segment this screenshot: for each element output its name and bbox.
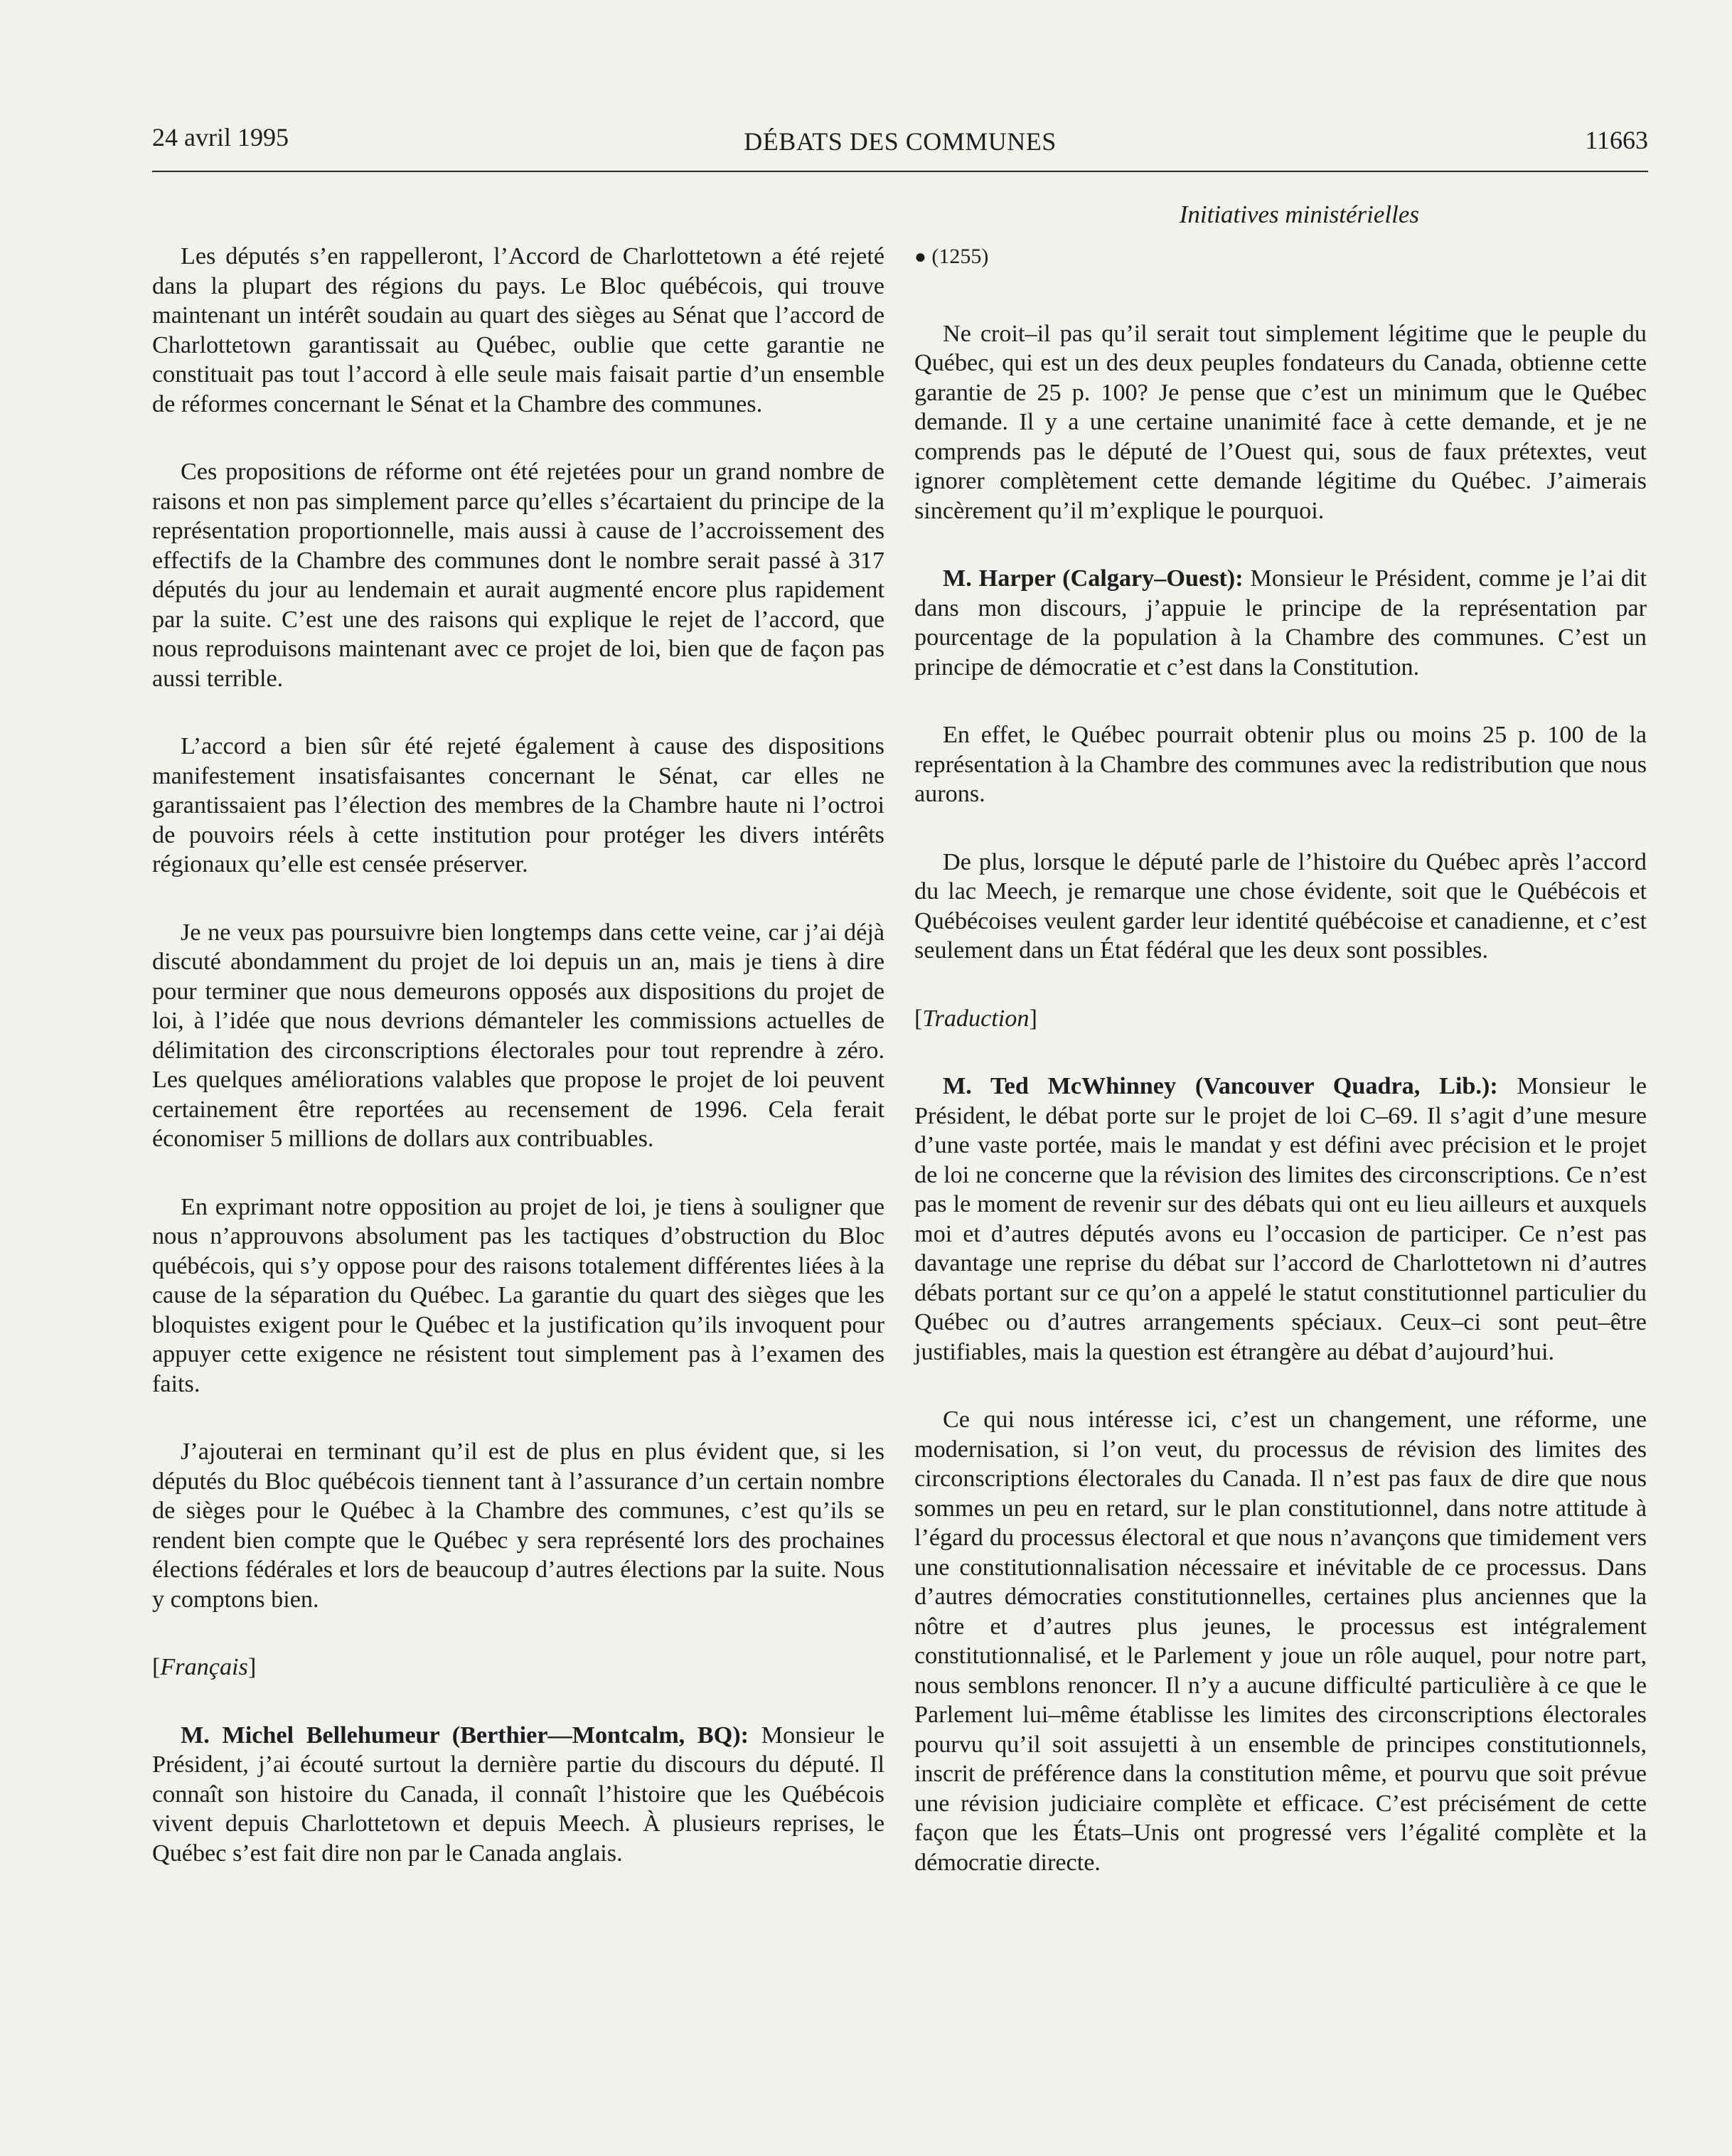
language-tag-text: Français: [160, 1654, 248, 1680]
bullet-icon: ●: [914, 246, 926, 268]
paragraph: En effet, le Québec pourrait obtenir plus ou moins 25 p. 100 de la représentation à la Chambre des communes avec la redistribution que nous aurons.: [914, 722, 1647, 807]
paragraph: Ces propositions de réforme ont été rejetées pour un grand nombre de raisons et non pas simplement parce qu’elles s’écartaient du principe de la représentation proportionnelle, mais aussi à cause de l’accroissement des effectifs de la Chambre des communes dont le nombre serait passé à 317 députés du jour au lendemain et aurait augmenté encore plus rapidement par la suite. C’est une des raisons qui explique le rejet de l’accord, que nous reproduisons maintenant avec ce projet de loi, bien que de façon pas aussi terrible.: [152, 459, 884, 692]
paragraph: De plus, lorsque le député parle de l’histoire du Québec après l’accord du lac Meech, je remarque une chose évidente, soit que le Québécois et Québécoises veulent garder leur identité québécoise et canadienne, et c’est seulement dans un État fédéral que les deux sont possibles.: [914, 848, 1647, 964]
language-tag: [Français]: [152, 1654, 257, 1680]
speech-paragraph: [914, 564, 1647, 682]
page-header: [152, 119, 1648, 165]
paragraph: L’accord a bien sûr été rejeté également à cause des dispositions manifestement insatisfaisantes concernant le Sénat, car elles ne garantissaient pas l’élection des membres de la Chambre haute ni l’octroi de pouvoirs réels à cette institution pour protéger les divers intérêts régionaux qu’elle est censée préserver.: [152, 733, 884, 877]
speech-paragraph: [914, 1072, 1647, 1367]
paragraph: Je ne veux pas poursuivre bien longtemps dans cette veine, car j’ai déjà discuté abondamment du projet de loi depuis un an, mais je tiens à dire pour terminer que nous demeurons opposés aux dispositions du projet de loi, à l’idée que nous devrions démanteler les commissions actuelles de délimitation des circonscriptions électorales pour tout reprendre à zéro. Les quelques améliorations valables que propose le projet de loi peuvent certainement être reportées au recensement de 1996. Cela ferait économiser 5 millions de dollars aux contribuables.: [152, 919, 884, 1152]
language-tag: [Traduction]: [914, 1005, 1037, 1032]
header-title: DÉBATS DES COMMUNES: [744, 127, 1057, 156]
header-rule: [152, 171, 1648, 172]
paragraph: En exprimant notre opposition au projet de loi, je tiens à souligner que nous n’approuvons absolument pas les tactiques d’obstruction du Bloc québécois, qui s’y oppose pour des raisons totalement différentes liées à la cause de la séparation du Québec. La garantie du quart des sièges que les bloquistes exigent pour le Québec et la justification qu’ils invoquent pour appuyer cette exigence ne résistent tout simplement pas à l’examen des faits.: [152, 1193, 884, 1397]
header-page-number: 11663: [1585, 126, 1648, 154]
right-column: [914, 242, 1647, 1916]
paragraph: Ce qui nous intéresse ici, c’est un changement, une réforme, une modernisation, si l’on veut, du processus de révision des limites des circonscriptions électorales du Canada. Il n’est pas faux de dire que nous sommes un peu en retard, sur le plan constitutionnel, dans notre attitude à l’égard du processus électoral et que nous n’avançons que timidement vers une constitutionnalisation nécessaire et inévitable de ce processus. Dans d’autres démocraties constitutionnelles, certaines plus anciennes que la nôtre et d’autres plus jeunes, le processus est intégralement constitutionnalisé, et le Parlement y joue un rôle auquel, pour notre part, nous semblons renoncer. Il n’y a aucune difficulté particulière à ce que le Parlement lui–même établisse les limites des circonscriptions électorales pourvu qu’il soit assujetti à un ensemble de principes constitutionnels, inscrit de préférence dans la constitution même, et pourvu que soit prévue une révision judiciaire complète et efficace. C’est précisément de cette façon que les États–Unis ont progressé vers l’égalité complète et la démocratie directe.: [914, 1407, 1647, 1876]
speech-text: Monsieur le Président, comme je l’ai dit dans mon discours, j’appuie le principe de la représentation par pourcentage de la population à la Chambre des communes. C’est un principe de démocratie et c’est dans la Constitution.: [914, 565, 1647, 681]
time-marker: [914, 242, 1647, 272]
paragraph: Ne croit–il pas qu’il serait tout simplement légitime que le peuple du Québec, qui est un des deux peuples fondateurs du Canada, obtienne cette garantie de 25 p. 100? Je pense que c’est un minimum que le Québec demande. Il y a une certaine unanimité face à cette demande, et je ne comprends pas le député de l’Ouest qui, sous de faux prétextes, veut ignorer complètement cette demande légitime du Québec. J’aimerais sincèrement qu’il m’explique le pourquoi.: [914, 320, 1647, 524]
time-marker-text: (1255): [931, 245, 989, 268]
language-tag-text: Traduction: [922, 1005, 1030, 1032]
section-label: Initiatives ministérielles: [1179, 201, 1419, 228]
speaker-name: M. Harper (Calgary–Ouest):: [943, 565, 1244, 592]
left-column: [152, 242, 884, 1906]
speaker-name: M. Ted McWhinney (Vancouver Quadra, Lib.):: [943, 1073, 1498, 1099]
speech-paragraph: [152, 1721, 884, 1869]
paragraph: Les députés s’en rappelleront, l’Accord de Charlottetown a été rejeté dans la plupart des régions du pays. Le Bloc québécois, qui trouve maintenant un intérêt soudain au quart des sièges au Sénat que l’accord de Charlottetown garantissait au Québec, oublie que cette garantie ne constituait pas tout l’accord à elle seule mais faisait partie d’un ensemble de réformes concernant le Sénat et la Chambre des communes.: [152, 243, 884, 417]
speech-text: Monsieur le Président, j’ai écouté surtout la dernière partie du discours du député. Il connaît son histoire du Canada, il connaît l’histoire que les Québécois vivent depuis Charlottetown et depuis Meech. À plusieurs reprises, le Québec s’est fait dire non par le Canada anglais.: [152, 1722, 884, 1867]
header-date: 24 avril 1995: [152, 123, 289, 151]
paragraph: J’ajouterai en terminant qu’il est de plus en plus évident que, si les députés du Bloc québécois tiennent tant à l’assurance d’un certain nombre de sièges pour le Québec à la Chambre des communes, c’est qu’ils se rendent bien compte que le Québec y sera représenté lors des prochaines élections fédérales et lors de beaucoup d’autres élections par la suite. Nous y comptons bien.: [152, 1439, 884, 1613]
speech-text: Monsieur le Président, le débat porte sur le projet de loi C–69. Il s’agit d’une mesure d’une vaste portée, mais le mandat y est défini avec précision et le projet de loi ne concerne que la révision des limites des circonscriptions. Ce n’est pas le moment de revenir sur des débats qui ont eu lieu ailleurs et auxquels moi et d’autres députés avons eu l’occasion de participer. Ce n’est pas davantage une reprise du débat sur l’accord de Charlottetown ni d’autres débats portant sur ce qu’on a appelé le statut constitutionnel particulier du Québec ou d’autres arrangements spéciaux. Ceux–ci sont peut–être justifiables, mais la question est étrangère au débat d’aujourd’hui.: [914, 1073, 1647, 1365]
speaker-name: M. Michel Bellehumeur (Berthier—Montcalm, BQ):: [181, 1722, 749, 1749]
